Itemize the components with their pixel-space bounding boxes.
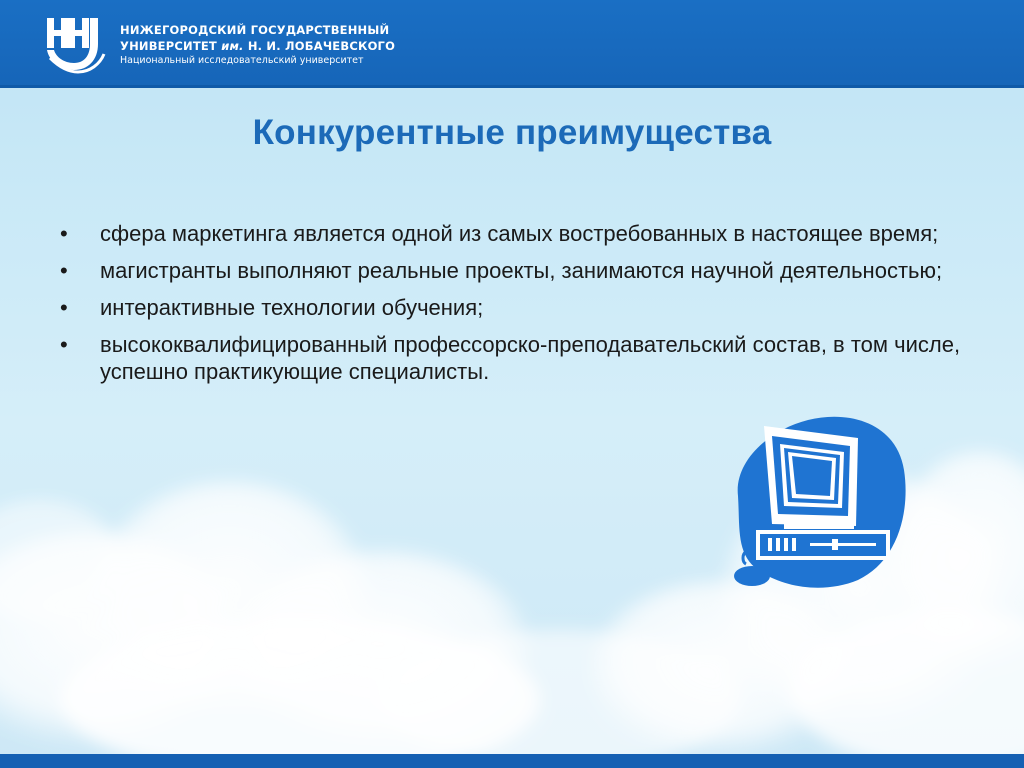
- unn-logo-icon: [44, 14, 108, 76]
- bullet-marker: •: [60, 258, 68, 283]
- university-subtitle: Национальный исследовательский университет: [120, 55, 364, 66]
- university-name-line2-suffix: Н. И. ЛОБАЧЕВСКОГО: [243, 39, 396, 53]
- slide-title: Конкурентные преимущества: [252, 113, 772, 152]
- university-name-im: им.: [221, 39, 244, 53]
- header-bar: [0, 0, 1024, 88]
- bullet-text: высококвалифицированный профессорско-преподавательский состав, в том числе, успешно практикующие специалисты.: [100, 332, 961, 384]
- university-name-line2: [120, 38, 395, 54]
- bullet-text: сфера маркетинга является одной из самых востребованных в настоящее время;: [100, 221, 939, 246]
- footer-bar: [0, 754, 1024, 768]
- bullet-item: [60, 257, 980, 284]
- bullet-item: [60, 294, 980, 321]
- university-name: [120, 22, 395, 68]
- bullet-item: [60, 331, 980, 385]
- bullet-item: [60, 220, 980, 247]
- university-name-line1: НИЖЕГОРОДСКИЙ ГОСУДАРСТВЕННЫЙ: [120, 23, 390, 37]
- bullet-marker: •: [60, 295, 68, 320]
- bullet-text: интерактивные технологии обучения;: [100, 295, 484, 320]
- bullet-text: магистранты выполняют реальные проекты, занимаются научной деятельностью;: [100, 258, 943, 283]
- bullet-list: [60, 220, 980, 395]
- bullet-marker: •: [60, 221, 68, 246]
- bullet-marker: •: [60, 332, 68, 357]
- university-name-line2-prefix: УНИВЕРСИТЕТ: [120, 39, 222, 53]
- computer-icon: [728, 412, 910, 592]
